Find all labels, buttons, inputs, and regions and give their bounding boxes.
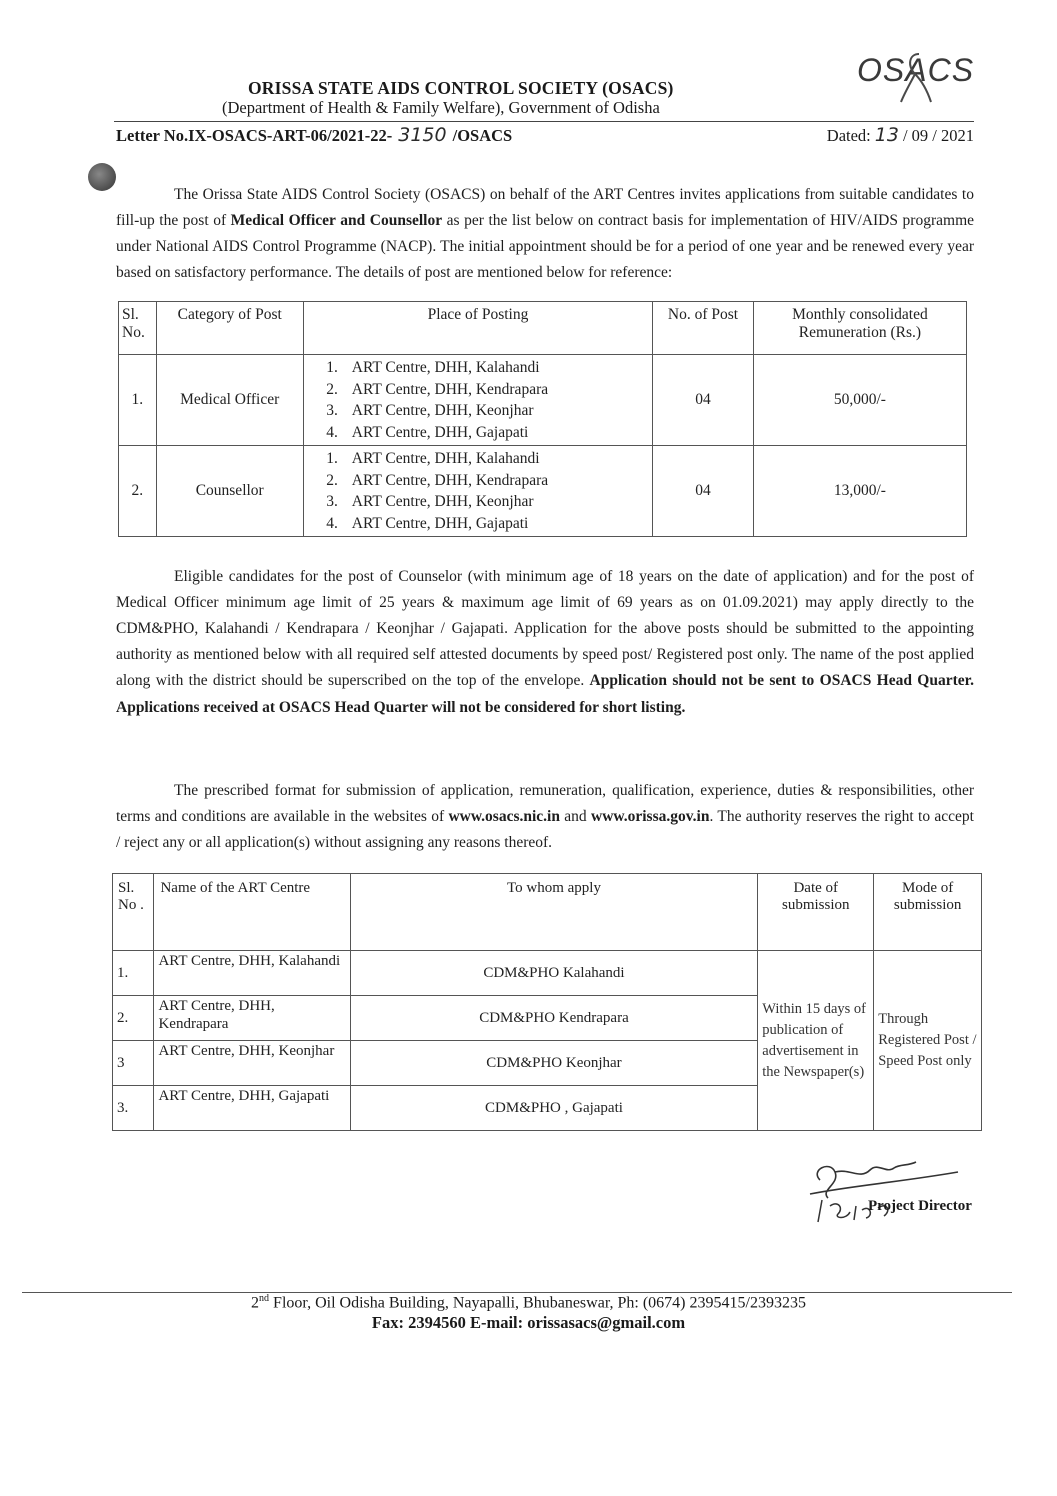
posts-table <box>118 301 967 537</box>
letter-reference-line <box>116 124 974 152</box>
footer-contact: Fax: 2394560 E-mail: orissasacs@gmail.com <box>371 1313 686 1332</box>
mode-of-submission: Through Registered Post / Speed Post only <box>874 951 982 1131</box>
row-sl: 3. <box>113 1086 154 1131</box>
row-no-of-post: 04 <box>653 355 754 446</box>
list-item: 4. ART Centre, DHH, Gajapati <box>342 513 652 535</box>
col-art-centre: Name of the ART Centre <box>154 874 350 951</box>
logo-text: OSACS <box>857 52 975 88</box>
row-remuneration: 50,000/- <box>753 355 966 446</box>
row-art-centre: ART Centre, DHH, Keonjhar <box>154 1041 350 1086</box>
row-sl: 3 <box>113 1041 154 1086</box>
letter-date: Dated: 13 / 09 / 2021 <box>826 124 974 146</box>
list-item: 3. ART Centre, DHH, Keonjhar <box>342 400 652 422</box>
punch-hole <box>88 163 116 191</box>
orissa-website: www.orissa.gov.in <box>591 807 710 825</box>
org-department: (Department of Health & Family Welfare), Government of Odisha <box>222 98 660 117</box>
row-places <box>303 355 652 446</box>
row-places <box>303 446 652 537</box>
row-to-whom: CDM&PHO Kendrapara <box>350 996 758 1041</box>
handwritten-letter-number: 3150 <box>398 124 447 146</box>
row-category: Medical Officer <box>156 355 303 446</box>
col-place: Place of Posting <box>303 302 652 355</box>
row-to-whom: CDM&PHO Kalahandi <box>350 951 758 996</box>
row-sl: 1. <box>113 951 154 996</box>
apply-table <box>112 873 982 1131</box>
list-item: 2. ART Centre, DHH, Kendrapara <box>342 379 652 401</box>
row-art-centre: ART Centre, DHH, Kalahandi <box>154 951 350 996</box>
col-sl-no: Sl. No . <box>113 874 154 951</box>
format-paragraph: The prescribed format for submission of application, remuneration, qualification, experience, duties & responsibilities, other terms and conditions are available in the websites of www.osacs.nic.in and www.orissa.gov.in. The authority reserves the right to accept / reject any or all application(s) without assigning any reasons thereof. <box>116 781 974 851</box>
letter-number: Letter No.IX-OSACS-ART-06/2021-22- 3150 /OSACS <box>116 124 513 146</box>
list-item: 4. ART Centre, DHH, Gajapati <box>342 422 652 444</box>
table-row <box>113 951 982 996</box>
row-remuneration: 13,000/- <box>753 446 966 537</box>
list-item: 1. ART Centre, DHH, Kalahandi <box>342 357 652 379</box>
header-divider <box>114 121 974 122</box>
date-of-submission: Within 15 days of publication of advertisement in the Newspaper(s) <box>758 951 874 1131</box>
posts-table-header <box>119 302 967 355</box>
list-item: 1. ART Centre, DHH, Kalahandi <box>342 448 652 470</box>
col-category: Category of Post <box>156 302 303 355</box>
col-date-of-submission: Date of submission <box>758 874 874 951</box>
org-name: ORISSA STATE AIDS CONTROL SOCIETY (OSACS) <box>248 78 674 98</box>
col-remuneration: Monthly consolidated Remuneration (Rs.) <box>753 302 966 355</box>
list-item: 2. ART Centre, DHH, Kendrapara <box>342 470 652 492</box>
row-sl: 1. <box>119 355 157 446</box>
intro-paragraph: The Orissa State AIDS Control Society (OSACS) on behalf of the ART Centres invites applications from suitable candidates to fill-up the post of Medical Officer and Counsellor as per the list below on contract basis for implementation of HIV/AIDS programme under National AIDS Control Programme (NACP). The initial appointment should be for a period of one year and be renewed every year based on satisfactory performance. The details of post are mentioned below for reference: <box>116 185 975 282</box>
row-category: Counsellor <box>156 446 303 537</box>
col-sl-no: Sl. No. <box>119 302 157 355</box>
row-to-whom: CDM&PHO Keonjhar <box>350 1041 758 1086</box>
table-row <box>119 446 967 537</box>
signatory-title: Project Director <box>868 1198 972 1214</box>
table-row <box>119 355 967 446</box>
list-item: 3. ART Centre, DHH, Keonjhar <box>342 491 652 513</box>
row-to-whom: CDM&PHO , Gajapati <box>350 1086 758 1131</box>
apply-table-header <box>113 874 982 951</box>
col-to-whom: To whom apply <box>350 874 758 951</box>
row-art-centre: ART Centre, DHH, Kendrapara <box>154 996 350 1041</box>
col-mode-of-submission: Mode of submission <box>874 874 982 951</box>
handwritten-day: 13 <box>874 124 899 146</box>
col-no-of-post: No. of Post <box>653 302 754 355</box>
osacs-logo <box>857 50 975 110</box>
red-ribbon-icon <box>857 50 967 110</box>
row-sl: 2. <box>113 996 154 1041</box>
row-art-centre: ART Centre, DHH, Gajapati <box>154 1086 350 1131</box>
osacs-website: www.osacs.nic.in <box>448 807 560 825</box>
footer-address: 2nd Floor, Oil Odisha Building, Nayapalli, Bhubaneswar, Ph: (0674) 2395415/2393235 <box>251 1293 806 1312</box>
row-sl: 2. <box>119 446 157 537</box>
row-no-of-post: 04 <box>653 446 754 537</box>
eligibility-paragraph: Eligible candidates for the post of Counselor (with minimum age of 18 years on the date of application) and for the post of Medical Officer minimum age limit of 25 years & maximum age limit of 69 years as on 01.09.2021) may apply directly to the CDM&PHO, Kalahandi / Kendrapara / Keonjhar / Gajapati. Application for the above posts should be submitted to the appointing authority as mentioned below with all required self attested documents by speed post/ Registered post only. The name of the post applied along with the district should be superscribed on the top of the envelope. Application should not be sent to OSACS Head Quarter. Applications received at OSACS Head Quarter will not be considered for short listing. <box>116 567 974 716</box>
